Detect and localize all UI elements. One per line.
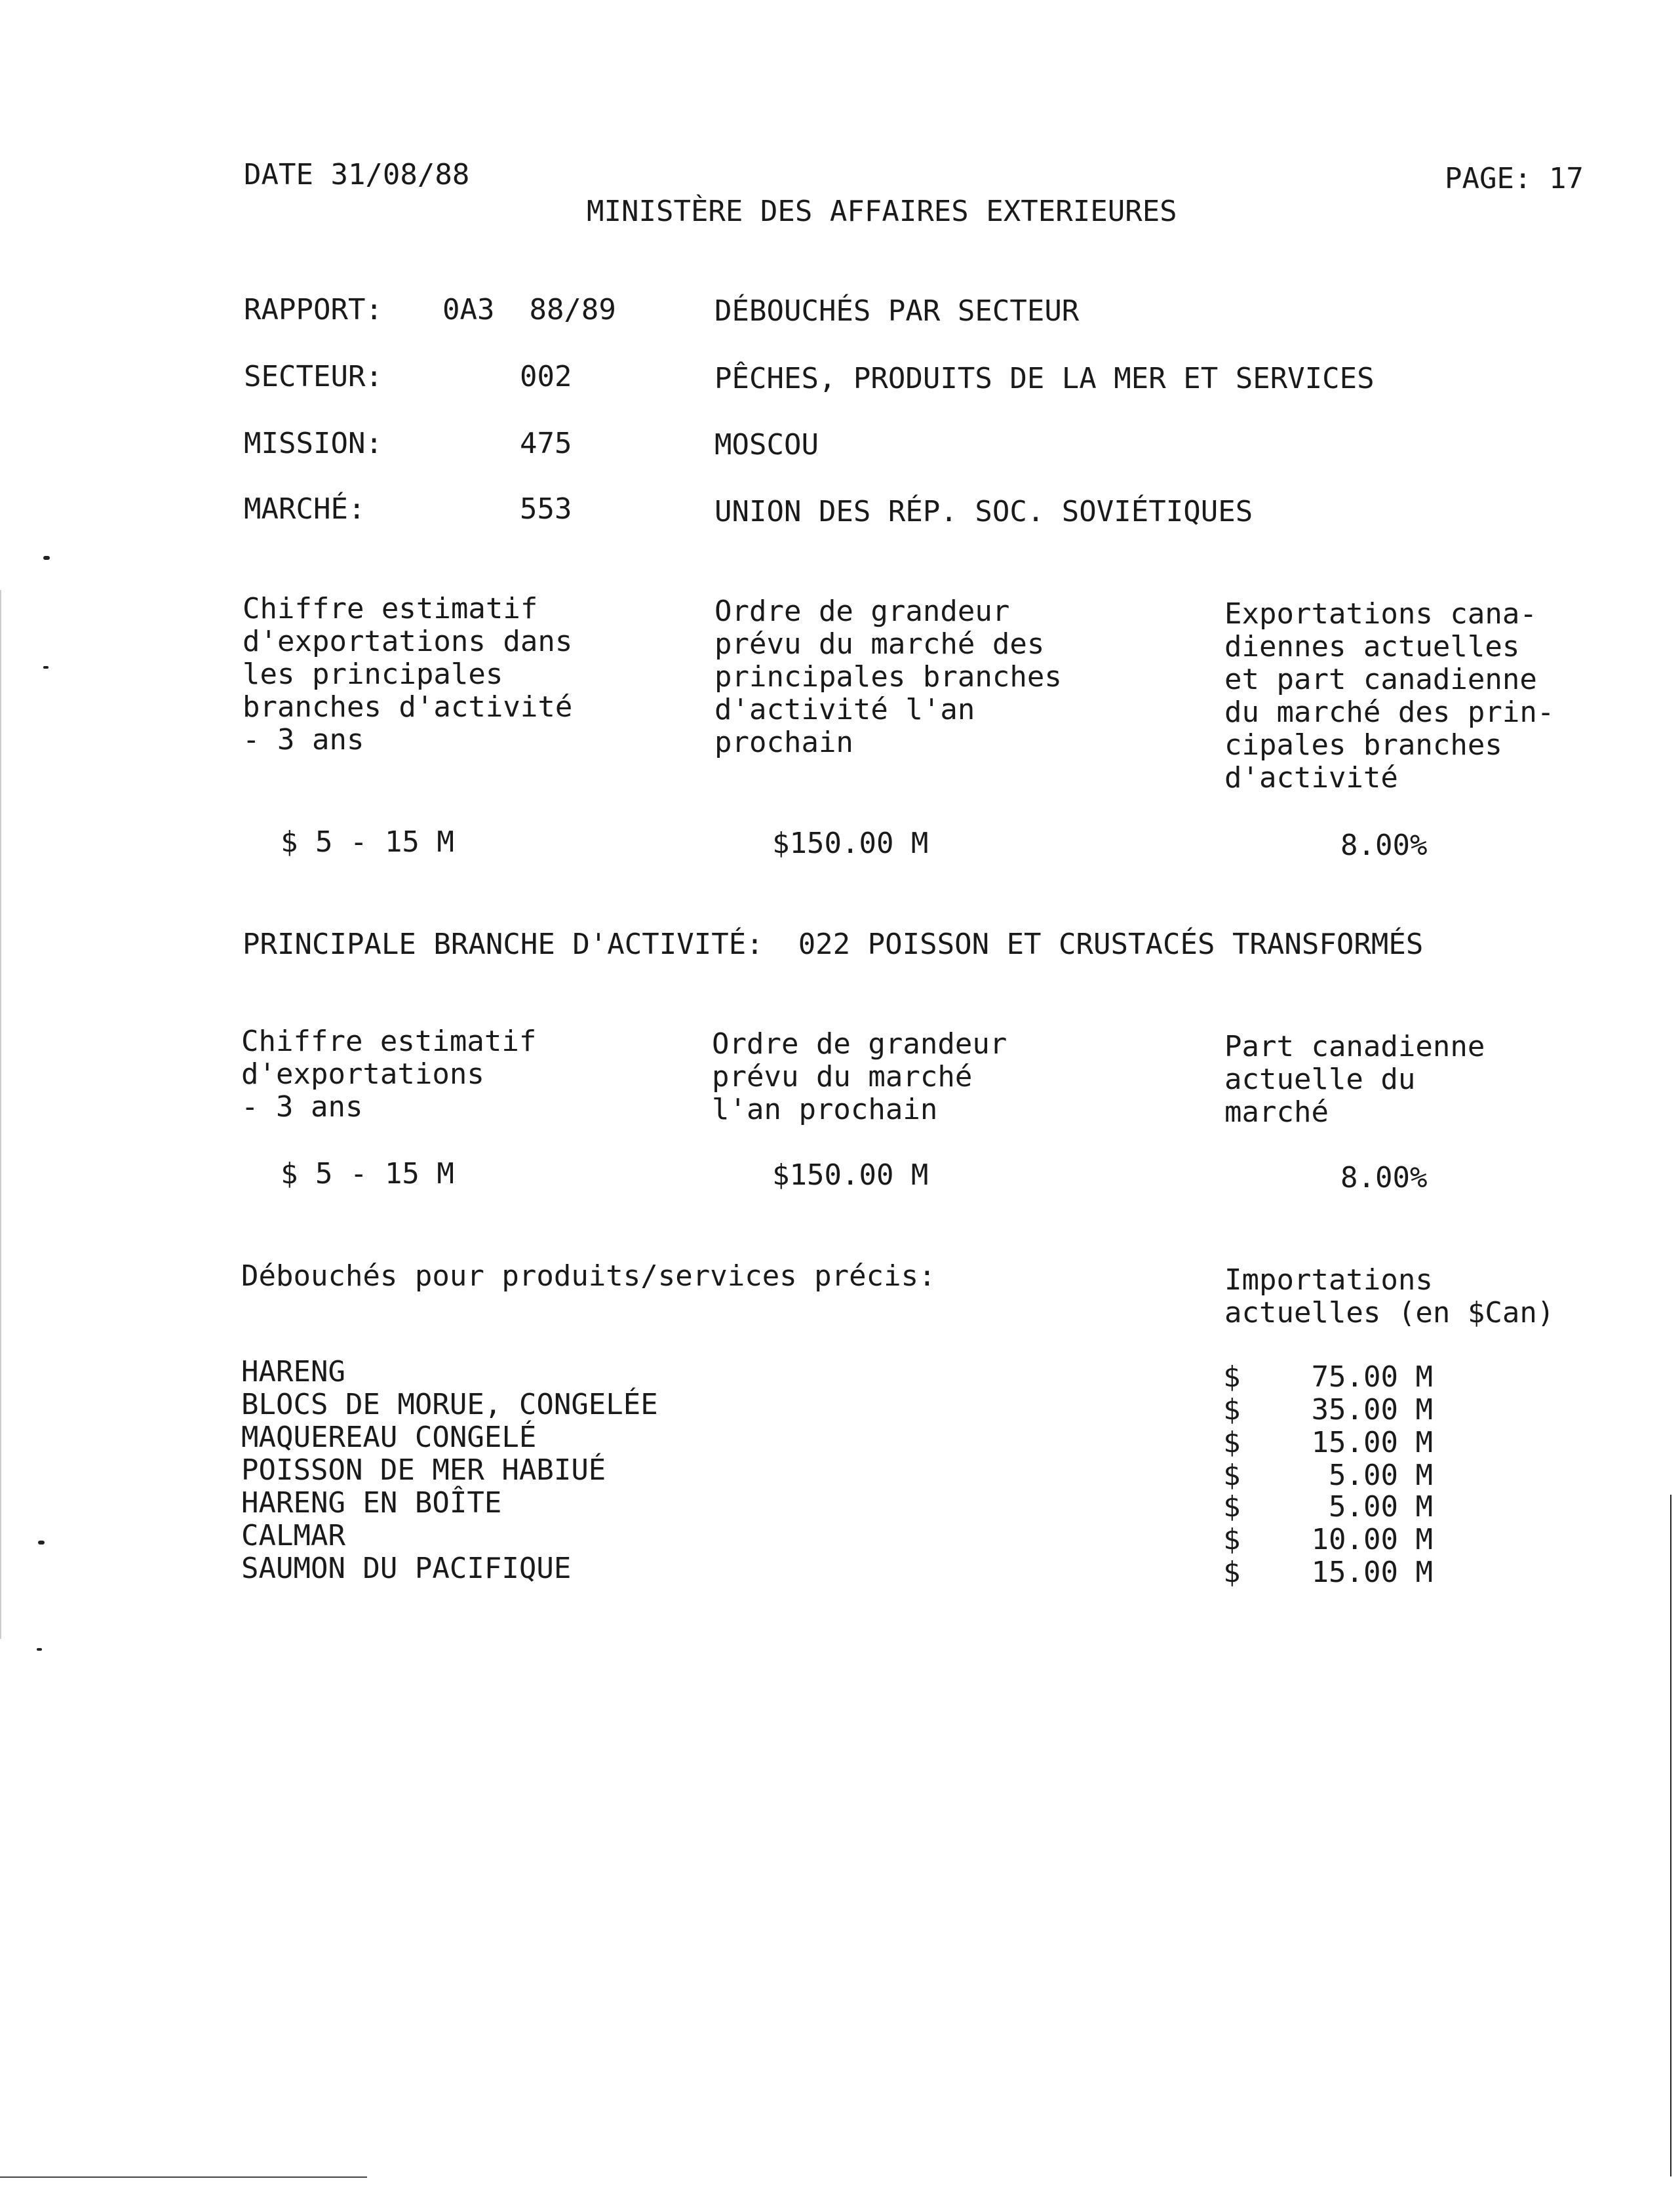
import-amount: 5.00 M xyxy=(1329,1490,1433,1524)
import-amount: 75.00 M xyxy=(1311,1360,1433,1394)
scan-edge-line xyxy=(0,590,1,1639)
branch-col2-header: Ordre de grandeur prévu du marché l'an prochain xyxy=(712,1027,1007,1126)
imports-list xyxy=(1223,1361,1439,1597)
import-amount: 35.00 M xyxy=(1311,1393,1433,1427)
currency-symbol: $ xyxy=(1223,1523,1241,1556)
product-list xyxy=(241,1356,658,1585)
currency-symbol: $ xyxy=(1223,1459,1241,1492)
currency-symbol: $ xyxy=(1223,1556,1241,1589)
product-name: MAQUEREAU CONGELÉ xyxy=(241,1421,537,1454)
product-name: HARENG xyxy=(241,1355,345,1388)
info-code-secteur: 002 xyxy=(520,360,572,393)
sector-col3-value: 8.00% xyxy=(1340,829,1428,862)
info-code-mission: 475 xyxy=(520,427,572,460)
page-number: PAGE: 17 xyxy=(1445,162,1584,195)
product-name: HARENG EN BOÎTE xyxy=(241,1486,502,1520)
sector-col3-header: Exportations cana- diennes actuelles et part canadienne du marché des prin- cipales branches d'activité xyxy=(1224,597,1555,795)
currency-symbol: $ xyxy=(1223,1426,1241,1459)
scan-speck xyxy=(37,1648,42,1651)
branch-col1-header: Chiffre estimatif d'exportations - 3 ans xyxy=(241,1025,537,1124)
branch-col3-header: Part canadienne actuelle du marché xyxy=(1224,1030,1485,1129)
scan-speck xyxy=(43,556,50,560)
import-amount: 15.00 M xyxy=(1311,1556,1433,1589)
info-value-marche: UNION DES RÉP. SOC. SOVIÉTIQUES xyxy=(714,495,1253,528)
sector-col1-value: $ 5 - 15 M xyxy=(281,825,454,859)
currency-symbol: $ xyxy=(1223,1393,1241,1427)
products-header: Débouchés pour produits/services précis: xyxy=(241,1259,936,1293)
scan-edge-line xyxy=(0,2176,367,2178)
import-amount: 10.00 M xyxy=(1311,1523,1433,1556)
info-value-rapport: DÉBOUCHÉS PAR SECTEUR xyxy=(714,294,1080,328)
info-label-marche: MARCHÉ: xyxy=(244,492,366,526)
branch-col2-value: $150.00 M xyxy=(772,1158,929,1192)
branch-col1-value: $ 5 - 15 M xyxy=(281,1157,454,1191)
currency-symbol: $ xyxy=(1223,1490,1241,1524)
import-amount: 5.00 M xyxy=(1329,1459,1433,1492)
sector-col2-value: $150.00 M xyxy=(772,827,929,860)
product-name: CALMAR xyxy=(241,1519,345,1552)
import-amount: 15.00 M xyxy=(1311,1426,1433,1459)
info-code-marche: 553 xyxy=(520,492,572,526)
info-label-secteur: SECTEUR: xyxy=(244,360,383,393)
branch-col3-value: 8.00% xyxy=(1340,1161,1428,1194)
sector-col1-header: Chiffre estimatif d'exportations dans les principales branches d'activité - 3 ans xyxy=(243,592,573,757)
scan-speck xyxy=(38,1541,45,1545)
report-date: DATE 31/08/88 xyxy=(244,158,470,191)
info-label-mission: MISSION: xyxy=(244,427,383,460)
info-value-secteur: PÊCHES, PRODUITS DE LA MER ET SERVICES xyxy=(714,362,1375,395)
scan-edge-line xyxy=(1670,1495,1671,2176)
product-name: POISSON DE MER HABIUÉ xyxy=(241,1453,606,1487)
info-code-rapport: 0A3 88/89 xyxy=(442,293,616,326)
imports-header: Importations actuelles (en $Can) xyxy=(1224,1263,1555,1329)
currency-symbol: $ xyxy=(1223,1360,1241,1394)
product-name: BLOCS DE MORUE, CONGELÉE xyxy=(241,1388,658,1421)
scan-speck xyxy=(43,666,49,669)
info-label-rapport: RAPPORT: xyxy=(244,293,383,326)
info-value-mission: MOSCOU xyxy=(714,428,819,462)
sector-col2-header: Ordre de grandeur prévu du marché des principales branches d'activité l'an prochain xyxy=(714,595,1062,759)
product-name: SAUMON DU PACIFIQUE xyxy=(241,1552,572,1585)
branch-title: PRINCIPALE BRANCHE D'ACTIVITÉ: 022 POISSON ET CRUSTACÉS TRANSFORMÉS xyxy=(243,928,1424,961)
ministry-title: MINISTÈRE DES AFFAIRES EXTERIEURES xyxy=(587,195,1177,228)
